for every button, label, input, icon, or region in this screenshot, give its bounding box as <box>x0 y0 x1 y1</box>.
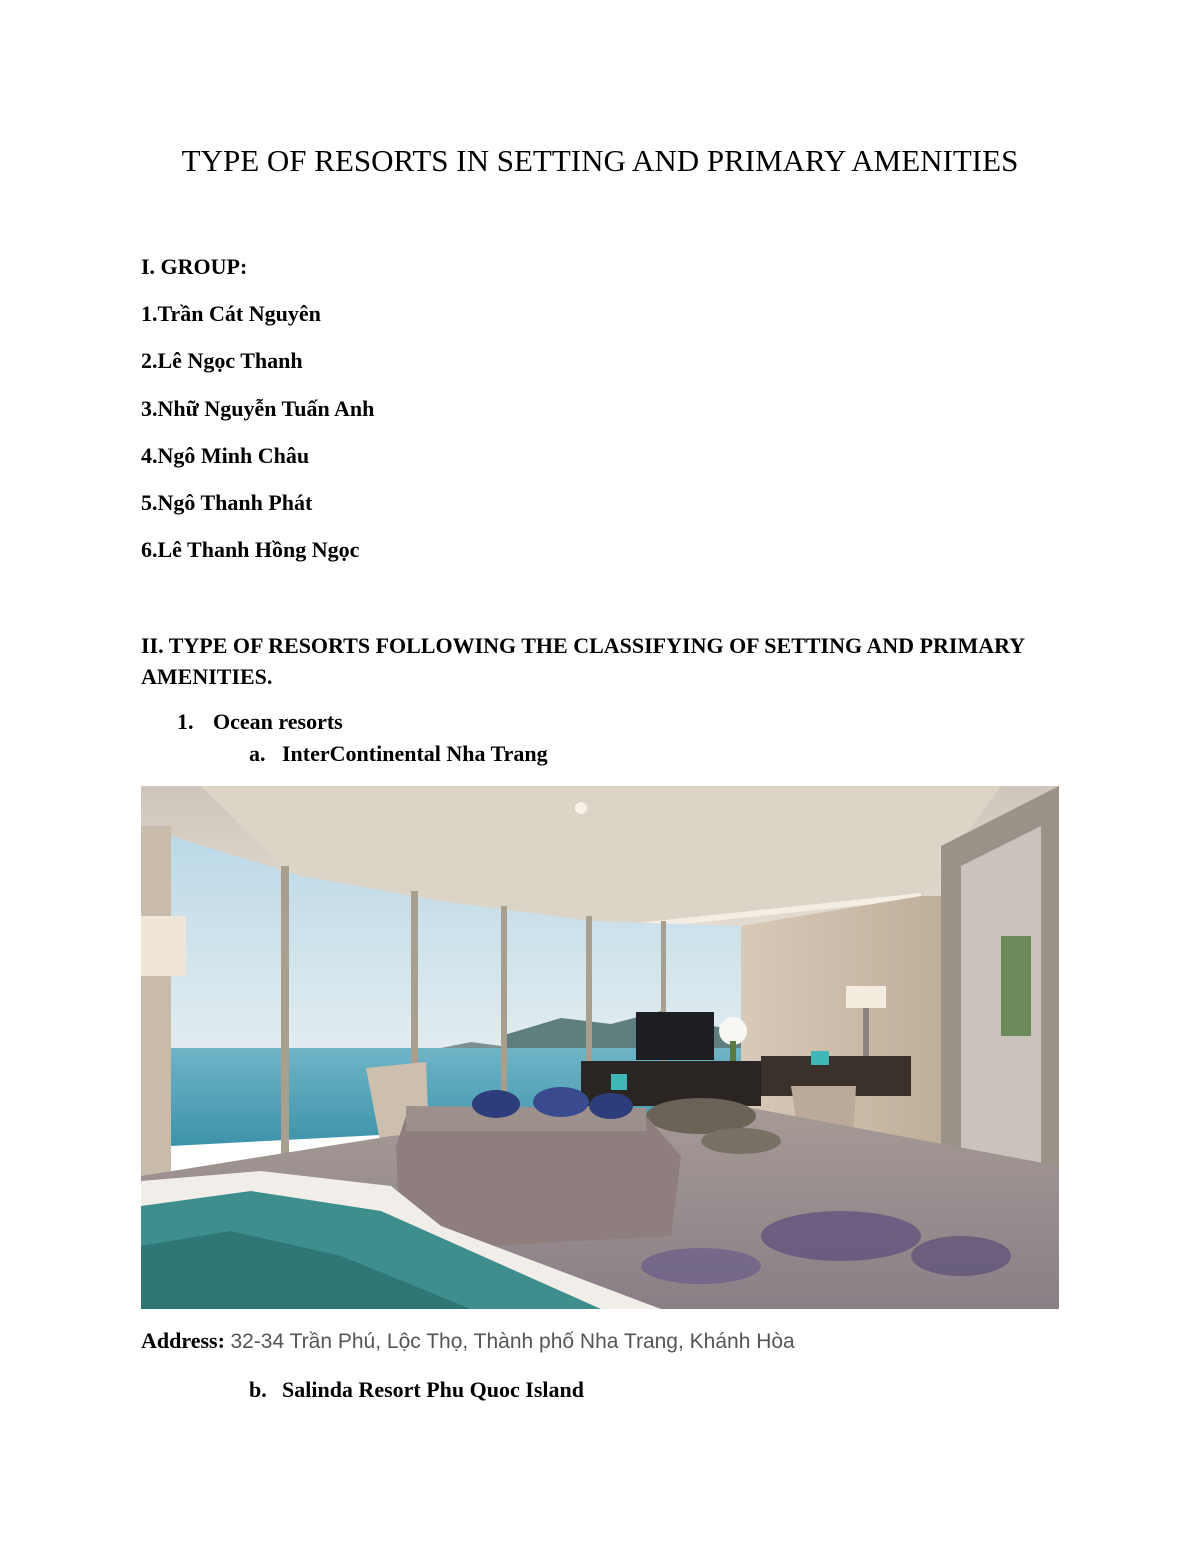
list-item-number: 1. <box>177 709 194 734</box>
group-heading: I. GROUP: <box>141 254 248 279</box>
list-item-ocean-resorts <box>177 709 343 735</box>
address-line <box>141 1328 795 1354</box>
member-2: 2.Lê Ngọc Thanh <box>141 348 303 373</box>
sub-item-label: Salinda Resort Phu Quoc Island <box>282 1377 584 1402</box>
sub-item-b <box>249 1377 584 1403</box>
member-5: 5.Ngô Thanh Phát <box>141 490 313 515</box>
hotel-room-photo <box>141 786 1059 1309</box>
member-3: 3.Nhữ Nguyễn Tuấn Anh <box>141 396 375 421</box>
member-1: 1.Trần Cát Nguyên <box>141 301 321 326</box>
document-title: TYPE OF RESORTS IN SETTING AND PRIMARY AMENITIES <box>181 143 1019 178</box>
sub-item-label: InterContinental Nha Trang <box>282 741 548 766</box>
sub-item-letter: a. <box>249 741 266 766</box>
address-value: 32-34 Trần Phú, Lộc Thọ, Thành phố Nha Trang, Khánh Hòa <box>230 1330 795 1353</box>
address-label: Address: <box>141 1328 225 1353</box>
sub-item-letter: b. <box>249 1377 267 1402</box>
sub-item-a <box>249 741 548 767</box>
member-4: 4.Ngô Minh Châu <box>141 443 310 468</box>
member-6: 6.Lê Thanh Hồng Ngọc <box>141 537 360 562</box>
list-item-label: Ocean resorts <box>213 709 343 734</box>
section-2-heading: II. TYPE OF RESORTS FOLLOWING THE CLASSIFYING OF SETTING AND PRIMARY AMENITIES. <box>141 633 1025 689</box>
